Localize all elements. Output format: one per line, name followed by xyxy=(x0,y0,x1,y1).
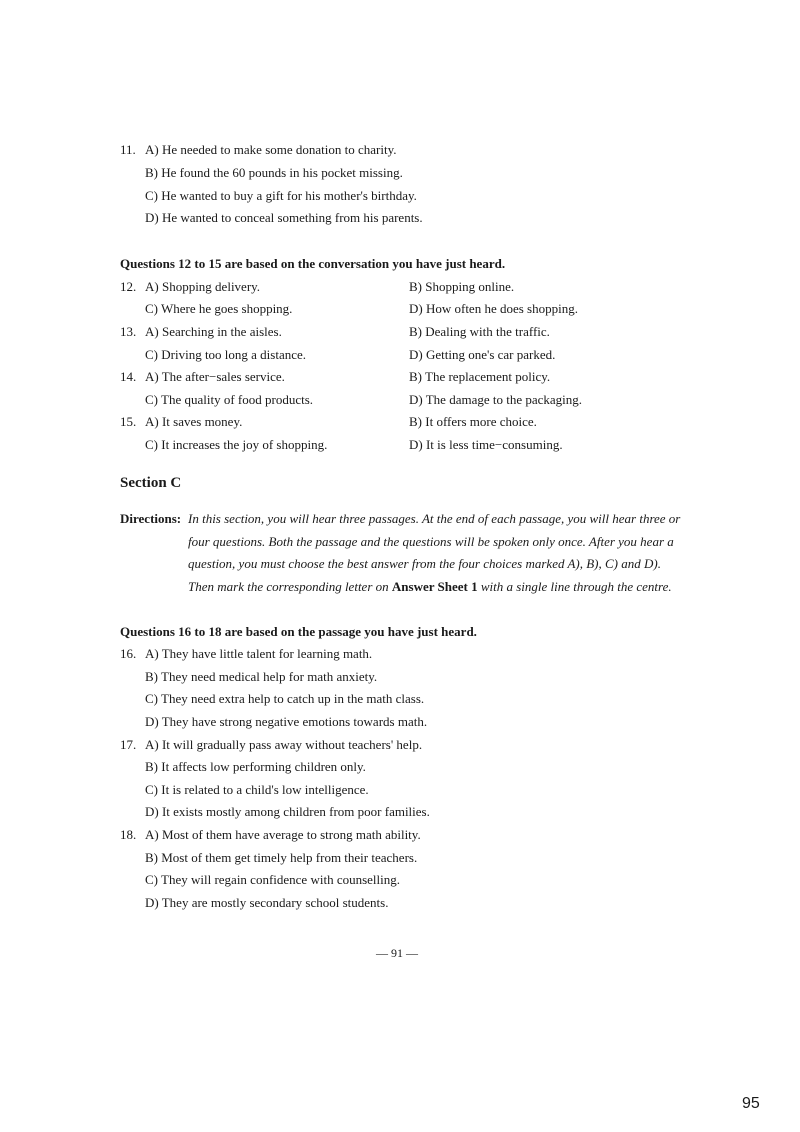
directions-label: Directions: xyxy=(120,511,182,526)
q12-option-d: D) How often he does shopping. xyxy=(409,301,578,316)
directions-line-4 xyxy=(188,579,672,595)
q12-option-a: A) Shopping delivery. xyxy=(145,279,261,294)
q14-option-c: C) The quality of food products. xyxy=(145,392,314,407)
q13-option-d: D) Getting one's car parked. xyxy=(409,347,556,362)
question-number-18: 18. xyxy=(120,827,137,842)
q12-option-c: C) Where he goes shopping. xyxy=(145,301,293,316)
directions-line-4-pre: Then mark the corresponding letter on xyxy=(188,579,392,594)
group-heading-16-18: Questions 16 to 18 are based on the passage you have just heard. xyxy=(120,624,477,639)
directions-line-1: In this section, you will hear three passages. At the end of each passage, you will hear three or xyxy=(188,511,681,526)
q12-option-b: B) Shopping online. xyxy=(409,279,515,294)
question-number-11: 11. xyxy=(120,142,136,157)
q18-option-a: A) Most of them have average to strong math ability. xyxy=(145,827,421,842)
question-number-13: 13. xyxy=(120,324,137,339)
q17-option-b: B) It affects low performing children only. xyxy=(145,759,366,774)
question-number-15: 15. xyxy=(120,414,137,429)
q16-option-a: A) They have little talent for learning math. xyxy=(145,646,373,661)
section-title: Section C xyxy=(120,475,182,491)
q17-option-a: A) It will gradually pass away without teachers' help. xyxy=(145,737,423,752)
question-number-14: 14. xyxy=(120,369,137,384)
directions-line-2: four questions. Both the passage and the questions will be spoken only once. After you hear a xyxy=(188,534,674,549)
q14-option-a: A) The after−sales service. xyxy=(145,369,285,384)
q17-option-d: D) It exists mostly among children from poor families. xyxy=(145,804,430,819)
q15-option-c: C) It increases the joy of shopping. xyxy=(145,437,328,452)
q18-option-c: C) They will regain confidence with counselling. xyxy=(145,872,400,887)
q16-option-b: B) They need medical help for math anxiety. xyxy=(145,669,378,684)
corner-page-number: 95 xyxy=(742,1095,760,1112)
question-number-16: 16. xyxy=(120,646,137,661)
group-heading-12-15: Questions 12 to 15 are based on the conversation you have just heard. xyxy=(120,256,506,271)
q16-option-d: D) They have strong negative emotions towards math. xyxy=(145,714,428,729)
q17-option-c: C) It is related to a child's low intelligence. xyxy=(145,782,369,797)
q18-option-b: B) Most of them get timely help from their teachers. xyxy=(145,850,418,865)
q15-option-a: A) It saves money. xyxy=(145,414,243,429)
q16-option-c: C) They need extra help to catch up in the math class. xyxy=(145,691,425,706)
q11-option-d: D) He wanted to conceal something from his parents. xyxy=(145,210,423,225)
q11-option-a: A) He needed to make some donation to charity. xyxy=(145,142,397,157)
footer-page-number: — 91 — xyxy=(376,946,418,960)
directions-line-3: question, you must choose the best answer from the four choices marked A), B), C) and D). xyxy=(188,556,661,571)
q13-option-c: C) Driving too long a distance. xyxy=(145,347,307,362)
q13-option-a: A) Searching in the aisles. xyxy=(145,324,282,339)
answer-sheet-label: Answer Sheet 1 xyxy=(391,579,478,594)
q11-option-c: C) He wanted to buy a gift for his mother's birthday. xyxy=(145,188,417,203)
q15-option-b: B) It offers more choice. xyxy=(409,414,537,429)
question-number-17: 17. xyxy=(120,737,137,752)
question-number-12: 12. xyxy=(120,279,137,294)
q14-option-b: B) The replacement policy. xyxy=(409,369,551,384)
directions-line-4-post: with a single line through the centre. xyxy=(477,579,672,594)
q14-option-d: D) The damage to the packaging. xyxy=(409,392,583,407)
q11-option-b: B) He found the 60 pounds in his pocket missing. xyxy=(145,165,403,180)
q15-option-d: D) It is less time−consuming. xyxy=(409,437,563,452)
q18-option-d: D) They are mostly secondary school students. xyxy=(145,895,389,910)
q13-option-b: B) Dealing with the traffic. xyxy=(409,324,550,339)
